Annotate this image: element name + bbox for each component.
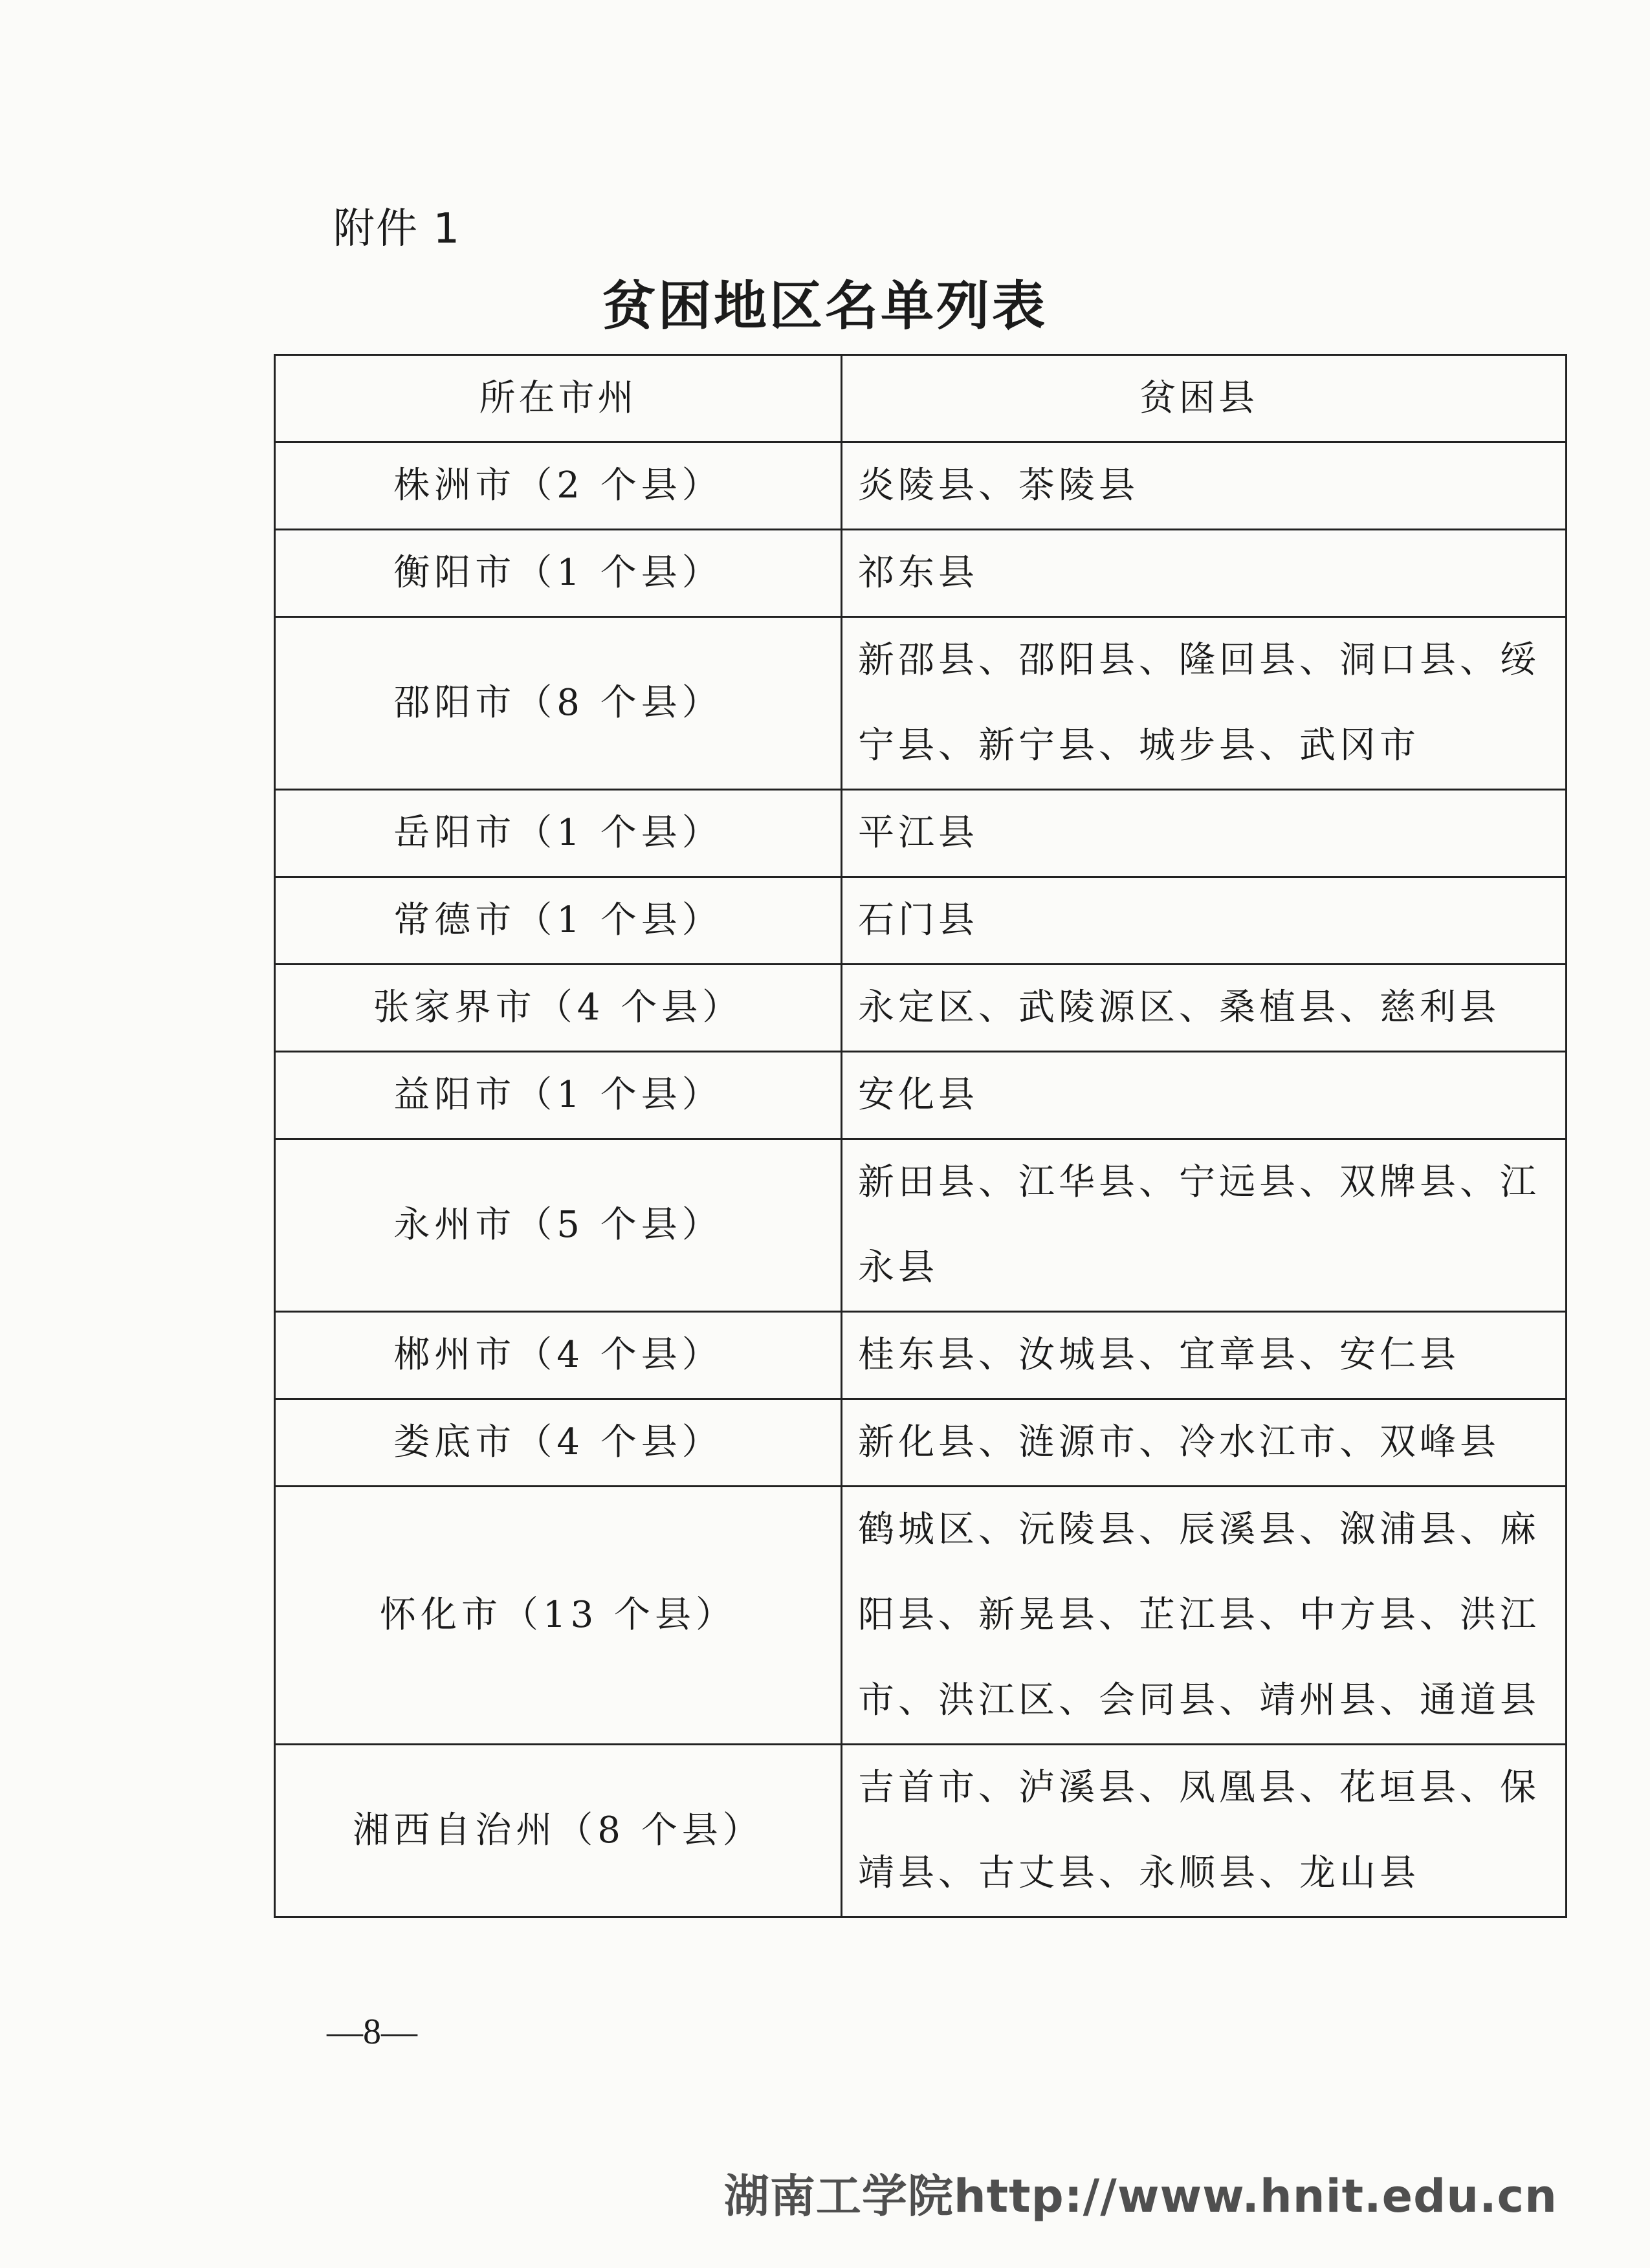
site-watermark: 湖南工学院http://www.hnit.edu.cn [723,2170,1557,2223]
city-cell: 永州市（5 个县） [275,1139,842,1312]
table-row [275,1399,1567,1487]
counties-cell: 炎陵县、茶陵县 [842,442,1567,530]
page-number: —8— [327,2012,417,2052]
city-cell: 张家界市（4 个县） [275,965,842,1052]
city-cell: 邵阳市（8 个县） [275,617,842,790]
counties-cell: 鹤城区、沅陵县、辰溪县、溆浦县、麻阳县、新晃县、芷江县、中方县、洪江市、洪江区、会同县、靖州县、通道县 [842,1487,1567,1745]
city-cell: 益阳市（1 个县） [275,1052,842,1139]
city-cell: 常德市（1 个县） [275,877,842,965]
table-row [275,877,1567,965]
attachment-label: 附件 1 [333,205,461,253]
city-cell: 娄底市（4 个县） [275,1399,842,1487]
city-cell: 郴州市（4 个县） [275,1312,842,1399]
city-cell: 岳阳市（1 个县） [275,790,842,877]
table-row [275,1312,1567,1399]
table-row [275,1487,1567,1745]
counties-cell: 桂东县、汝城县、宜章县、安仁县 [842,1312,1567,1399]
column-header-counties: 贫困县 [842,355,1567,442]
city-cell: 怀化市（13 个县） [275,1487,842,1745]
counties-cell: 新邵县、邵阳县、隆回县、洞口县、绥宁县、新宁县、城步县、武冈市 [842,617,1567,790]
counties-cell: 新化县、涟源市、冷水江市、双峰县 [842,1399,1567,1487]
document-title: 贫困地区名单列表 [602,275,1048,337]
city-cell: 株洲市（2 个县） [275,442,842,530]
table-row [275,1745,1567,1917]
counties-cell: 祁东县 [842,530,1567,617]
counties-cell: 吉首市、泸溪县、凤凰县、花垣县、保靖县、古丈县、永顺县、龙山县 [842,1745,1567,1917]
city-cell: 湘西自治州（8 个县） [275,1745,842,1917]
table-row [275,1052,1567,1139]
table-row [275,965,1567,1052]
poverty-county-table [274,354,1567,1918]
table-row [275,790,1567,877]
column-header-city: 所在市州 [275,355,842,442]
table-header-row [275,355,1567,442]
table-row [275,530,1567,617]
counties-cell: 新田县、江华县、宁远县、双牌县、江永县 [842,1139,1567,1312]
city-cell: 衡阳市（1 个县） [275,530,842,617]
counties-cell: 石门县 [842,877,1567,965]
table-row [275,617,1567,790]
counties-cell: 安化县 [842,1052,1567,1139]
table-row [275,1139,1567,1312]
table-row [275,442,1567,530]
counties-cell: 永定区、武陵源区、桑植县、慈利县 [842,965,1567,1052]
counties-cell: 平江县 [842,790,1567,877]
